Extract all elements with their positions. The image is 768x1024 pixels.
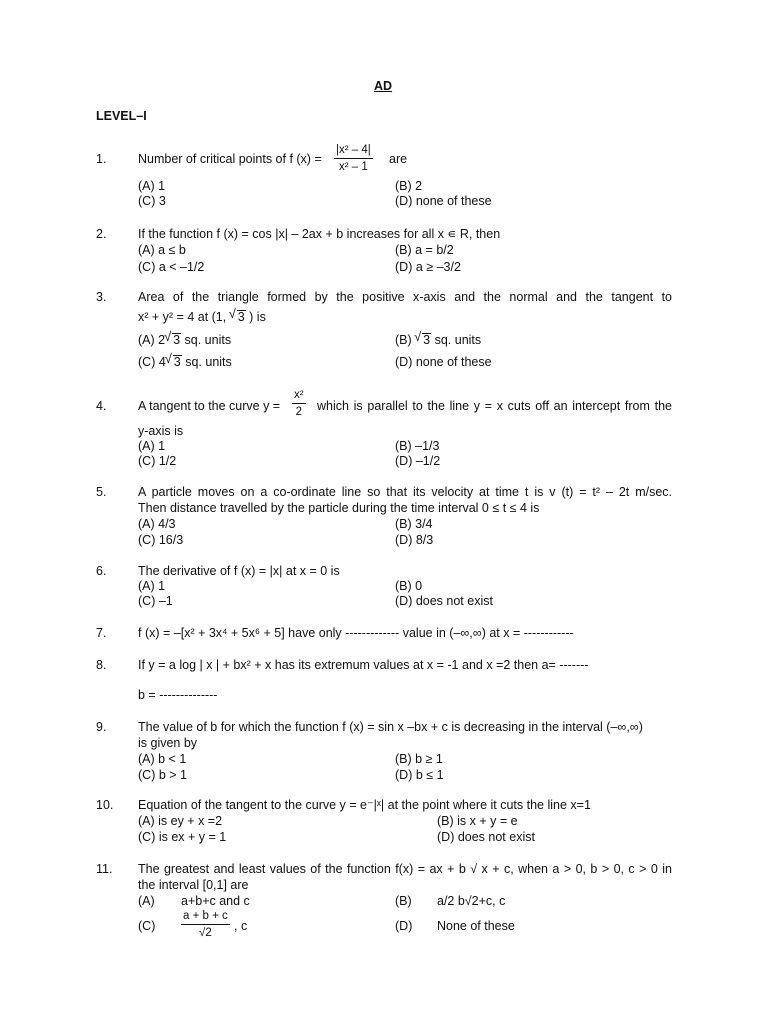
option-a: (A) 1 xyxy=(138,179,166,193)
square-root: √ 3 xyxy=(422,333,431,346)
question-text: A tangent to the curve y = xyxy=(138,399,281,413)
question-text: f (x) = –[x² + 3x⁴ + 5x⁶ + 5] have only ------------- value in (–∞,∞) at x = ------------ xyxy=(138,626,574,640)
option-d: (D) none of these xyxy=(395,194,492,208)
option-c: , c xyxy=(234,919,248,933)
option-c: (C) 1/2 xyxy=(138,454,177,468)
option-d: None of these xyxy=(437,919,515,933)
fraction xyxy=(292,388,306,419)
question-number: 7. xyxy=(96,626,107,640)
option-d: (D) 8/3 xyxy=(395,533,434,547)
text-segment: x² + y² = 4 at (1, xyxy=(138,310,227,324)
question-number: 3. xyxy=(96,290,107,304)
option-d: (D) none of these xyxy=(395,355,492,369)
question-text: Area of the triangle formed by the positive x-axis and the normal and the tangent to xyxy=(138,290,672,304)
option-a: (A) 1 xyxy=(138,579,166,593)
question-text: A particle moves on a co-ordinate line so that its velocity at time t is v (t) = t² – 2t m/sec. xyxy=(138,485,672,499)
option-c: (C) is ex + y = 1 xyxy=(138,830,227,844)
question-text-line2: b = -------------- xyxy=(138,688,218,702)
option-a: (A) 1 xyxy=(138,439,166,453)
question-text: Equation of the tangent to the curve y = e⁻|ˣ| at the point where it cuts the line x=1 xyxy=(138,798,591,812)
option-b: (B) a = b/2 xyxy=(395,243,454,257)
question-text-line2: Then distance travelled by the particle during the time interval 0 ≤ t ≤ 4 is xyxy=(138,501,540,515)
question-text: If y = a log | x | + bx² + x has its extremum values at x = -1 and x =2 then a= ------- xyxy=(138,658,589,672)
question-text-line2: is given by xyxy=(138,736,198,750)
question-number: 5. xyxy=(96,485,107,499)
text-segment: ) is xyxy=(249,310,266,324)
option-c: (C) b > 1 xyxy=(138,768,187,782)
question-text: The value of b for which the function f (x) = sin x –bx + c is decreasing in the interval (–∞,∞) xyxy=(138,720,643,734)
square-root: √ 3 xyxy=(172,333,181,346)
fraction-numerator: a + b + c xyxy=(181,909,230,925)
fraction xyxy=(334,143,373,174)
option-b: a/2 b√2+c, c xyxy=(437,894,506,908)
square-root: √ 3 xyxy=(237,310,246,323)
question-number: 10. xyxy=(96,798,114,812)
fraction xyxy=(181,909,230,940)
option-d-label: (D) xyxy=(395,919,413,933)
question-number: 9. xyxy=(96,720,107,734)
option-c: (C) 16/3 xyxy=(138,533,184,547)
option-d: (D) does not exist xyxy=(437,830,535,844)
question-number: 8. xyxy=(96,658,107,672)
level-heading: LEVEL–I xyxy=(96,109,147,123)
page-title: AD xyxy=(374,79,393,93)
option-c: (C) a < –1/2 xyxy=(138,260,205,274)
question-number: 11. xyxy=(96,862,113,876)
option-b: (B) 0 xyxy=(395,579,423,593)
option-a: a+b+c and c xyxy=(181,894,250,908)
option-d: (D) does not exist xyxy=(395,594,493,608)
question-text: If the function f (x) = cos |x| – 2ax + b increases for all x ∊ R, then xyxy=(138,227,501,241)
fraction-denominator: √2 xyxy=(199,927,212,939)
option-d: (D) b ≤ 1 xyxy=(395,768,444,782)
question-number: 6. xyxy=(96,564,107,578)
question-text: The derivative of f (x) = |x| at x = 0 is xyxy=(138,564,340,578)
fraction-numerator: x² xyxy=(292,388,306,404)
option-c xyxy=(138,355,232,370)
option-c: (C) –1 xyxy=(138,594,173,608)
option-b: (B) –1/3 xyxy=(395,439,440,453)
option-unit: sq. units xyxy=(434,333,482,347)
option-b: (B) b ≥ 1 xyxy=(395,752,443,766)
option-b: (B) is x + y = e xyxy=(437,814,518,828)
option-a: (A) 4/3 xyxy=(138,517,176,531)
question-number: 2. xyxy=(96,227,107,241)
option-c: (C) 3 xyxy=(138,194,166,208)
question-number: 1. xyxy=(96,152,107,166)
question-text-cont: which is parallel to the line y = x cuts off an intercept from the xyxy=(317,399,672,413)
option-d: (D) –1/2 xyxy=(395,454,441,468)
option-a: (A) b < 1 xyxy=(138,752,187,766)
option-d: (D) a ≥ –3/2 xyxy=(395,260,461,274)
option-label: (A) 2 xyxy=(138,333,166,347)
option-a: (A) a ≤ b xyxy=(138,243,186,257)
option-label: (B) xyxy=(395,333,412,347)
fraction-denominator: x² – 1 xyxy=(338,161,368,173)
fraction-numerator: |x² – 4| xyxy=(334,143,373,159)
option-b: (B) 3/4 xyxy=(395,517,433,531)
fraction-denominator: 2 xyxy=(295,406,302,418)
option-b xyxy=(395,333,481,348)
question-text-suffix: are xyxy=(389,152,408,166)
question-number: 4. xyxy=(96,399,107,413)
option-label: (C) 4 xyxy=(138,355,166,369)
option-unit: sq. units xyxy=(185,355,232,369)
question-text-line2 xyxy=(138,310,266,325)
option-b: (B) 2 xyxy=(395,179,423,193)
option-a xyxy=(138,333,231,348)
option-c-label: (C) xyxy=(138,919,156,933)
question-text-line2: the interval [0,1] are xyxy=(138,878,249,892)
option-unit: sq. units xyxy=(184,333,232,347)
option-b-label: (B) xyxy=(395,894,412,908)
square-root: √ 3 xyxy=(173,355,182,368)
option-a: (A) is ey + x =2 xyxy=(138,814,223,828)
option-a-label: (A) xyxy=(138,894,155,908)
question-text: Number of critical points of f (x) = xyxy=(138,152,322,166)
question-text-line2: y-axis is xyxy=(138,424,184,438)
question-text: The greatest and least values of the function f(x) = ax + b √ x + c, when a > 0, b > 0, c > 0 in xyxy=(138,862,672,876)
